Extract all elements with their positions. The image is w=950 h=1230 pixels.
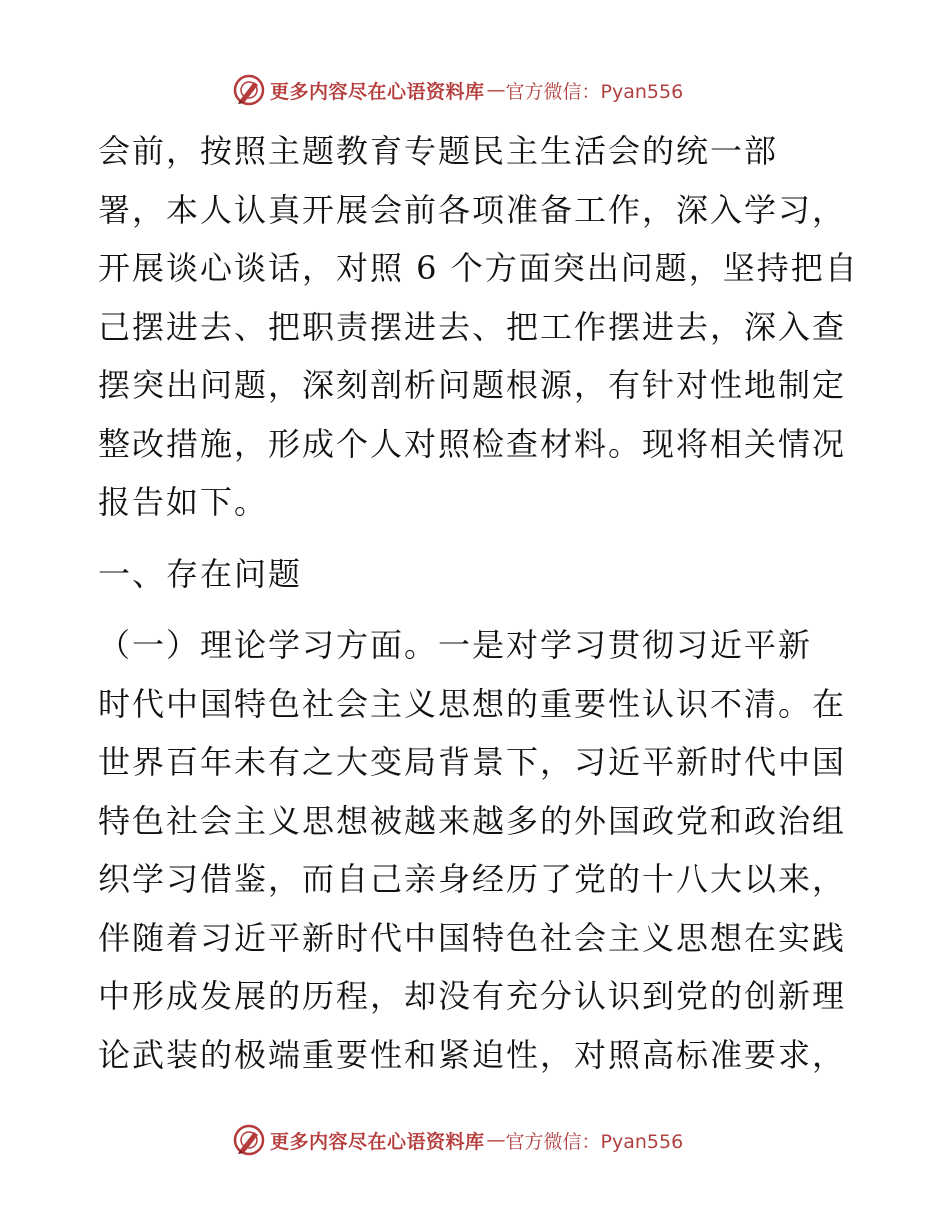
section-line: 伴随着习近平新时代中国特色社会主义思想在实践 — [98, 918, 847, 957]
brand-text: 更多内容尽在心语资料库 — [270, 80, 485, 103]
section-line: 特色社会主义思想被越来越多的外国政党和政治组 — [98, 801, 847, 840]
contact-text: 官方微信：Pyan556 — [505, 1130, 684, 1153]
intro-line: 报告如下。 — [98, 483, 269, 521]
footer-watermark-banner — [232, 1120, 683, 1160]
intro-line: 署，本人认真开展会前各项准备工作，深入学习， — [98, 190, 847, 229]
section-line: 世界百年未有之大变局背景下，习近平新时代中国 — [98, 743, 847, 781]
pen-logo-icon — [232, 73, 266, 107]
separator-text: — — [486, 1129, 506, 1151]
section-heading: 一、存在问题 — [98, 554, 303, 593]
intro-line: 开展谈心谈话，对照 6 个方面突出问题，坚持把自 — [98, 249, 859, 287]
intro-line: 整改措施，形成个人对照检查材料。现将相关情况 — [98, 424, 847, 463]
separator-text: — — [486, 79, 506, 101]
brand-text: 更多内容尽在心语资料库 — [270, 1130, 485, 1153]
intro-line: 己摆进去、把职责摆进去、把工作摆进去，深入查 — [98, 307, 847, 346]
section-line: 论武装的极端重要性和紧迫性，对照高标准要求， — [98, 1035, 847, 1074]
document-body — [98, 122, 858, 1084]
section-line: 中形成发展的历程，却没有充分认识到党的创新理 — [98, 977, 847, 1015]
intro-line: 会前，按照主题教育专题民主生活会的统一部 — [98, 132, 779, 170]
pen-logo-icon — [232, 1123, 266, 1157]
intro-line: 摆突出问题，深刻剖析问题根源，有针对性地制定 — [98, 366, 847, 404]
header-watermark-banner — [232, 70, 683, 110]
section-line: 时代中国特色社会主义思想的重要性认识不清。在 — [98, 684, 847, 723]
section-line: 织学习借鉴，而自己亲身经历了党的十八大以来， — [98, 860, 847, 898]
section-line: （一）理论学习方面。一是对学习贯彻习近平新 — [98, 626, 813, 664]
contact-text: 官方微信：Pyan556 — [505, 80, 684, 103]
